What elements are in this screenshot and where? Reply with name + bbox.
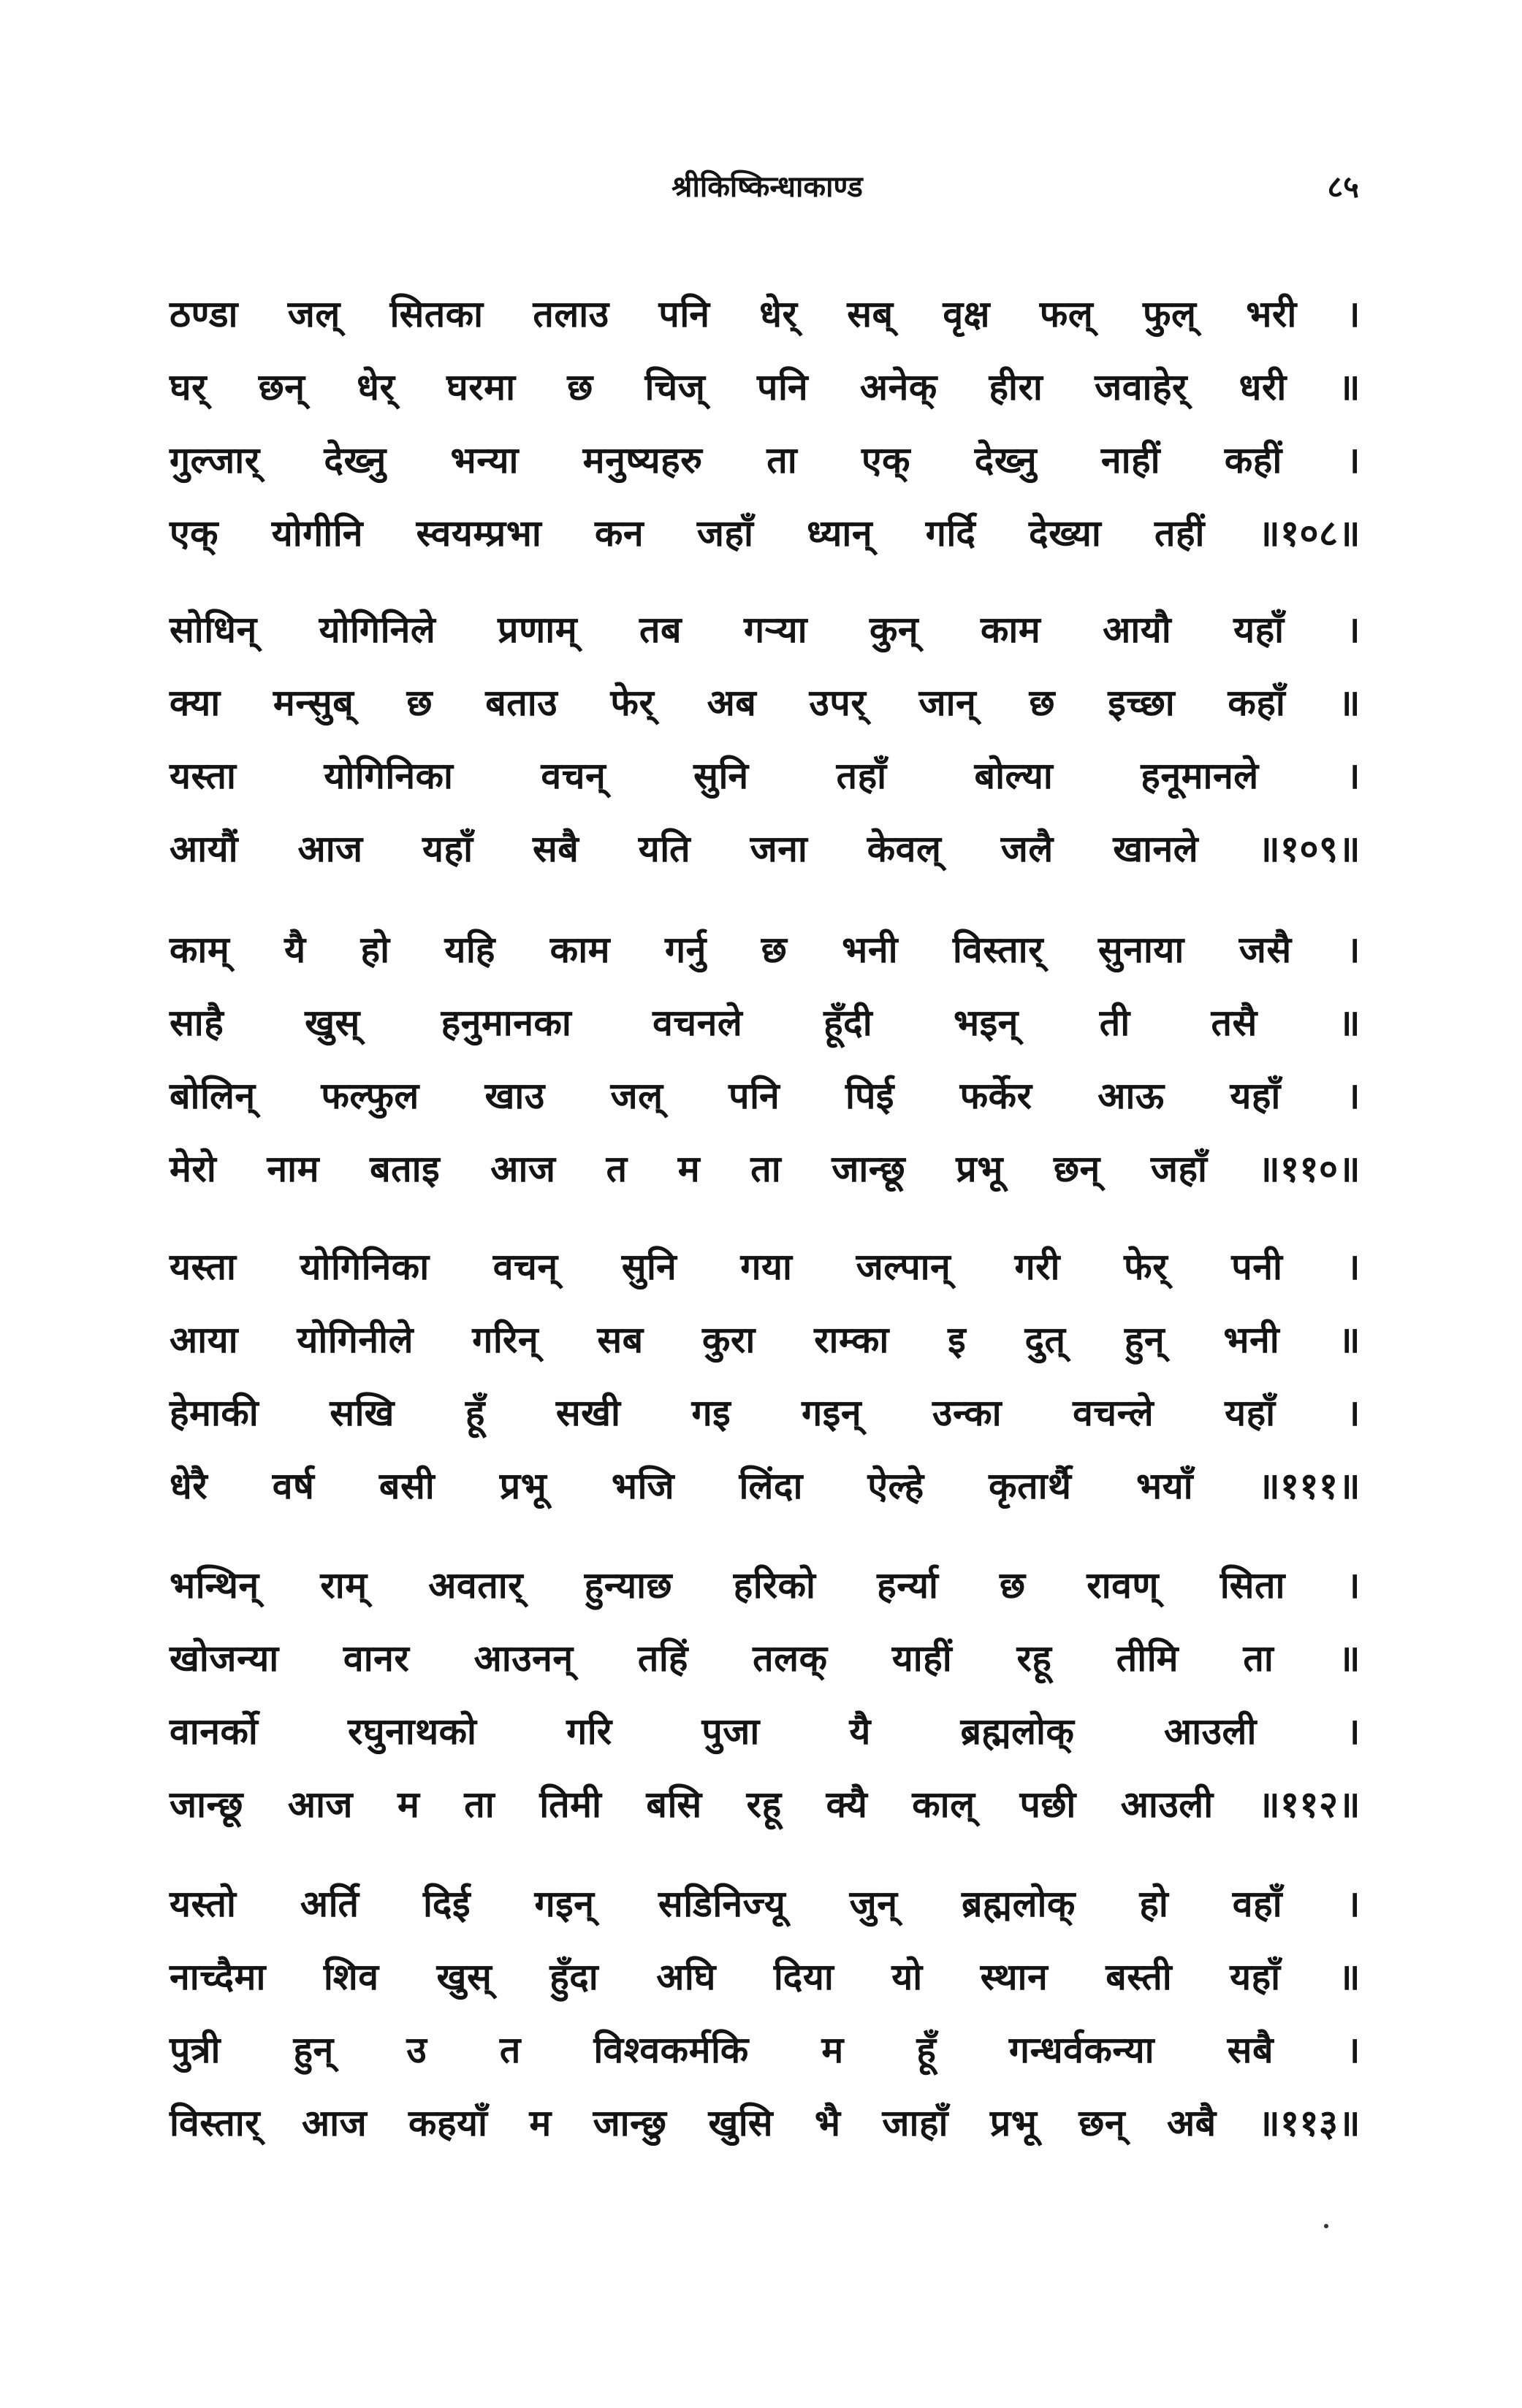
verse-line: सोधिन् योगिनिले प्रणाम् तब गर्‍या कुन् काम आयौ यहाँ ।: [170, 609, 1361, 651]
verse-113: [170, 1867, 1361, 2160]
verse-line: गुल्जार् देख्नु भन्या मनुष्यहरु ता एक् देख्नु नाहीं कहीं ।: [170, 439, 1361, 481]
verse-line: धेरै वर्ष बसी प्रभू भजि लिंदा ऐल्हे कृतार्थै भयाँ ॥१११॥: [170, 1465, 1361, 1507]
verse-line: घर् छन् धेर् घरमा छ चिज् पनि अनेक् हीरा जवाहेर् धरी ॥: [170, 366, 1361, 408]
verse-line: काम् यै हो यहि काम गर्नु छ भनी विस्तार् सुनाया जसै ।: [170, 929, 1361, 971]
verse-line: यस्तो अर्ति दिई गइन् सडिनिज्यू जुन् ब्रह्मलोक् हो वहाँ ।: [170, 1883, 1361, 1925]
verse-110: [170, 913, 1361, 1205]
verse-108: [170, 278, 1361, 570]
verse-line: पुत्री हुन् उ त विश्वकर्मकि म हूँ गन्धर्वकन्या सबै ।: [170, 2029, 1361, 2071]
verse-line: ठण्डा जल् सितका तलाउ पनि धेर् सब् वृक्ष फल् फुल् भरी ।: [170, 293, 1361, 335]
verse-line: मेरो नाम बताइ आज त म ता जान्छू प्रभू छन् जहाँ ॥११०॥: [170, 1148, 1361, 1190]
page-number: ८५: [1327, 169, 1359, 205]
verse-line: साहै खुस् हनुमानका वचनले हूँदी भइन् ती तसै ॥: [170, 1002, 1361, 1044]
verse-line: खोजन्या वानर आउनन् तहिं तलक् याहीं रहू तीमि ता ॥: [170, 1637, 1361, 1680]
verse-line: यस्ता योगिनिका वचन् सुनि तहाँ बोल्या हनूमानले ।: [170, 755, 1361, 797]
verse-109: [170, 593, 1361, 885]
verse-line: वानर्को रघुनाथको गरि पुजा यै ब्रह्मलोक् आउली ।: [170, 1710, 1361, 1753]
verse-line: भन्थिन् राम् अवतार् हुन्याछ हरिको हर्न्या छ रावण् सिता ।: [170, 1564, 1361, 1607]
verse-line: बोलिन् फल्फुल खाउ जल् पनि पिई फर्केर आऊ यहाँ ।: [170, 1075, 1361, 1117]
verse-line: एक् योगीनि स्वयम्प्रभा कन जहाँ ध्यान् गर्दि देख्या तहीं ॥१०८॥: [170, 512, 1361, 555]
verse-line: आयौं आज यहाँ सबै यति जना केवल् जलै खानले ॥१०९॥: [170, 828, 1361, 870]
verse-line: आया योगिनीले गरिन् सब कुरा राम्का इ दुत् हुन् भनी ॥: [170, 1319, 1361, 1361]
verse-line: विस्तार् आज कहयाँ म जान्छु खुसि भै जाहाँ प्रभू छन् अबै ॥११३॥: [170, 2102, 1361, 2144]
verse-line: हेमाकी सखि हूँ सखी गइ गइन् उन्का वचन्ले यहाँ ।: [170, 1392, 1361, 1434]
running-head: श्रीकिष्किन्धाकाण्ड: [671, 170, 863, 204]
verse-line: यस्ता योगिनिका वचन् सुनि गया जल्पान् गरी फेर् पनी ।: [170, 1246, 1361, 1288]
verse-line: क्या मन्सुब् छ बताउ फेर् अब उपर् जान् छ इच्छा कहाँ ॥: [170, 682, 1361, 724]
verse-111: [170, 1230, 1361, 1523]
print-speck: [1324, 2224, 1328, 2228]
verse-line: नाच्दैमा शिव खुस् हुँदा अघि दिया यो स्थान बस्ती यहाँ ॥: [170, 1956, 1361, 1998]
verse-line: जान्छू आज म ता तिमी बसि रहू क्यै काल् पछी आउली ॥११२॥: [170, 1783, 1361, 1826]
verse-112: [170, 1549, 1361, 1841]
